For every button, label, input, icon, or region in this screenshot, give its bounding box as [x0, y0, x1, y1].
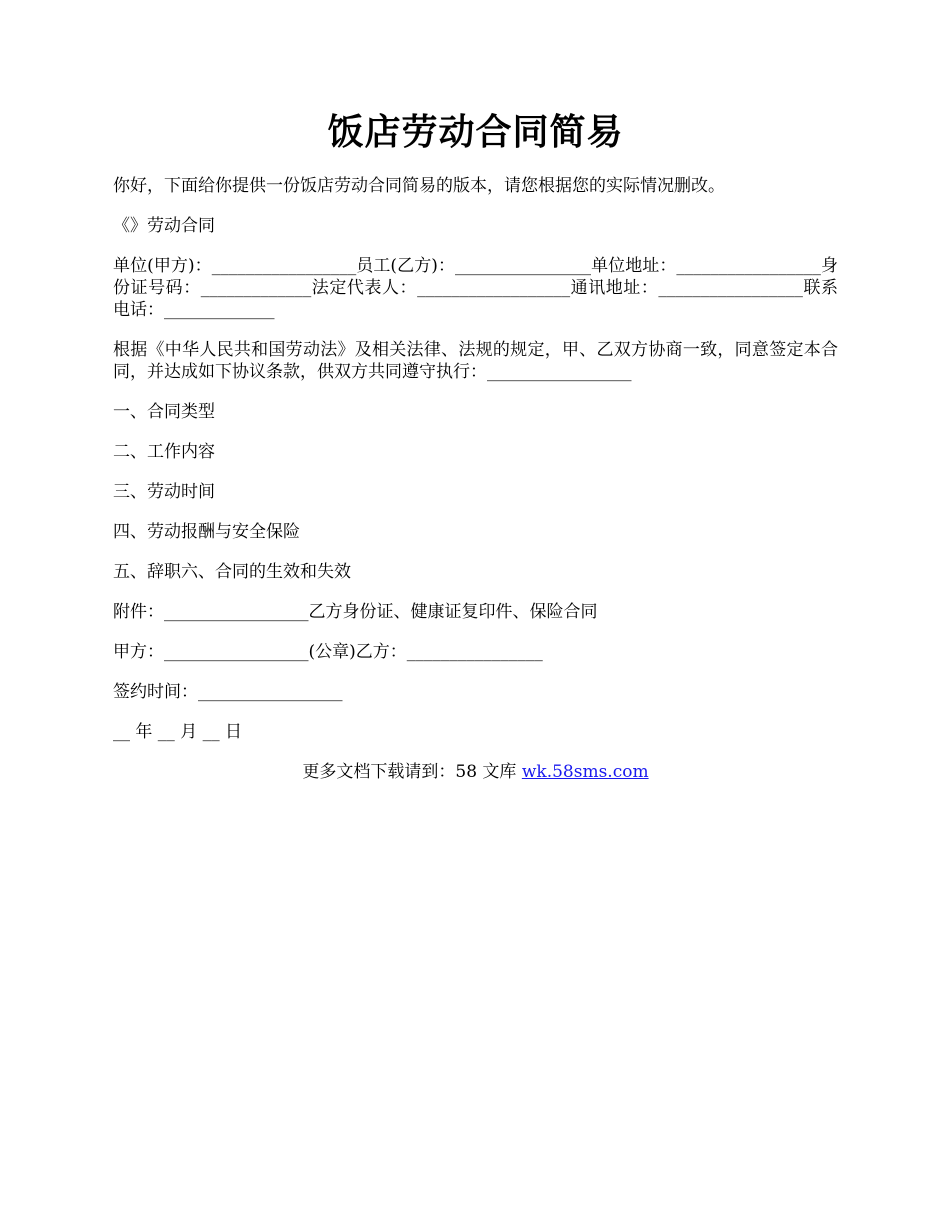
date-line: __ 年 __ 月 __ 日: [113, 722, 243, 742]
contract-name: 《》劳动合同: [113, 216, 215, 236]
signatures-line: 甲方：_________________(公章)乙方：________________: [113, 642, 543, 662]
intro-paragraph: 你好，下面给你提供一份饭店劳动合同简易的版本，请您根据您的实际情况删改。: [113, 176, 725, 196]
section-heading-5: 五、辞职六、合同的生效和失效: [113, 562, 351, 582]
sign-time-line: 签约时间：_________________: [113, 682, 343, 702]
document-title: 饭店劳动合同简易: [327, 111, 624, 153]
section-heading-1: 一、合同类型: [113, 402, 215, 422]
footer-text: 更多文档下载请到：58 文库: [302, 762, 522, 782]
footer: [113, 761, 838, 783]
preamble-paragraph: 根据《中华人民共和国劳动法》及相关法律、法规的规定，甲、乙双方协商一致，同意签定本合同，并达成如下协议条款，供双方共同遵守执行：_________________: [113, 340, 838, 382]
footer-link[interactable]: wk.58sms.com: [521, 762, 649, 782]
parties-block: 单位(甲方)：_________________员工(乙方)：________________单位地址：_________________身份证号码：_____________法定代表人：__________________通讯地址：_________________联系电话：_____________: [113, 256, 838, 320]
attachments-line: 附件：_________________乙方身份证、健康证复印件、保险合同: [113, 602, 598, 622]
section-heading-4: 四、劳动报酬与安全保险: [113, 522, 300, 542]
section-heading-2: 二、工作内容: [113, 442, 215, 462]
section-heading-3: 三、劳动时间: [113, 482, 215, 502]
